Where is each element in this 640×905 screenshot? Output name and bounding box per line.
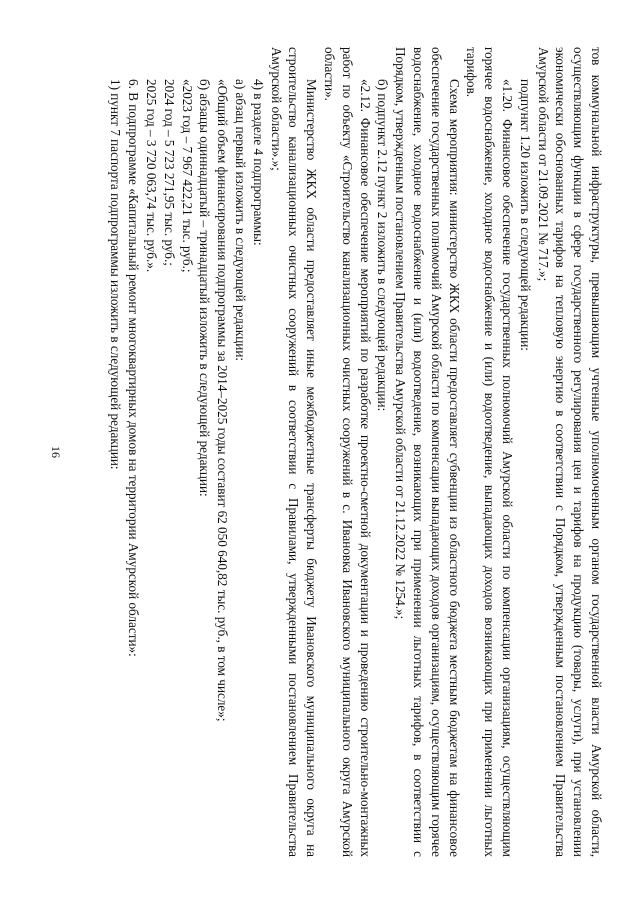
paragraph: б) подпункт 2.12 пункт 2 изложить в следующей редакции: <box>375 79 391 412</box>
paragraph: б) абзацы одиннадцатый – тринадцатый изложить в следующей редакции: <box>197 79 213 497</box>
paragraph: 2025 год – 3 720 063,74 тыс. руб.». <box>144 79 160 273</box>
page-number: 16 <box>49 446 63 458</box>
paragraph: 6. В подпрограмме «Капитальный ремонт многоквартирных домов на территории Амурской области»: <box>126 79 142 657</box>
paragraph: «2023 год – 7 967 422,21 тыс. руб.; <box>179 79 195 273</box>
document-body <box>85 47 605 857</box>
paragraph: 1) пункт 7 паспорта подпрограммы изложить в следующей редакции: <box>108 79 124 470</box>
paragraph: подпункт 1.20 изложить в следующей редакции: <box>517 79 533 351</box>
paragraph: Министерство ЖКХ области предоставляет иные межбюджетные трансферты бюджету Ивановского муниципального округа на строительство канализационных очистных сооружений в соответствии с Правилами, утвержденными постановлением Правительства Амурской области».»; <box>268 47 320 857</box>
paragraph: а) абзац первый изложить в следующей редакции: <box>233 79 249 362</box>
paragraph: 4) в разделе 4 подпрограммы: <box>250 79 266 246</box>
paragraph: Схема мероприятия: министерство ЖКХ области предоставляет субвенции из областного бюджета местным бюджетам на финансовое обеспечение государственных полномочий Амурской области по компенсации выпадающих доходов организациям, осуществляющим горячее водоснабжение, холодное водоснабжение и (или) водоотведение, возникающих при применении льготных тарифов, в соответствии с Порядком, утвержденным постановлением Правительства Амурской области от 21.12.2022 № 1254.»; <box>393 47 462 857</box>
paragraph: «1.20. Финансовое обеспечение государственных полномочий Амурской области по компенсации организациям, осуществляющим горячее водоснабжение, холодное водоснабжение и (или) водоотведение, выпадающих доходов возникающих при применении льготных тарифов. <box>464 47 516 857</box>
paragraph: тов коммунальной инфраструктуры, превышающим учтенные уполномоченным органом государственной власти Амурской области, осуществляющим функции в сфере государственного регулирования цен и тарифов на продукцию (товары, услуги), при установлении экономически обоснованных тарифов на тепловую энергию в соответствии с Порядком, утвержденным постановлением Правительства Амурской области от 21.09.2021 № 717.»; <box>535 47 604 857</box>
paragraph: 2024 год – 5 723 271,95 тыс. руб.; <box>161 79 177 266</box>
paragraph: «Общий объем финансирования подпрограммы за 2014–2025 годы составит 62 050 640,82 тыс. руб., в том числе»; <box>215 79 231 722</box>
paragraph: «2.12. Финансовое обеспечение мероприятий по разработке проектно-сметной документации и проведению строительно-монтажных работ по объекту «Строительство канализационных очистных сооружений в с. Ивановка Ивановского муниципального округа Амурской области». <box>322 47 373 857</box>
